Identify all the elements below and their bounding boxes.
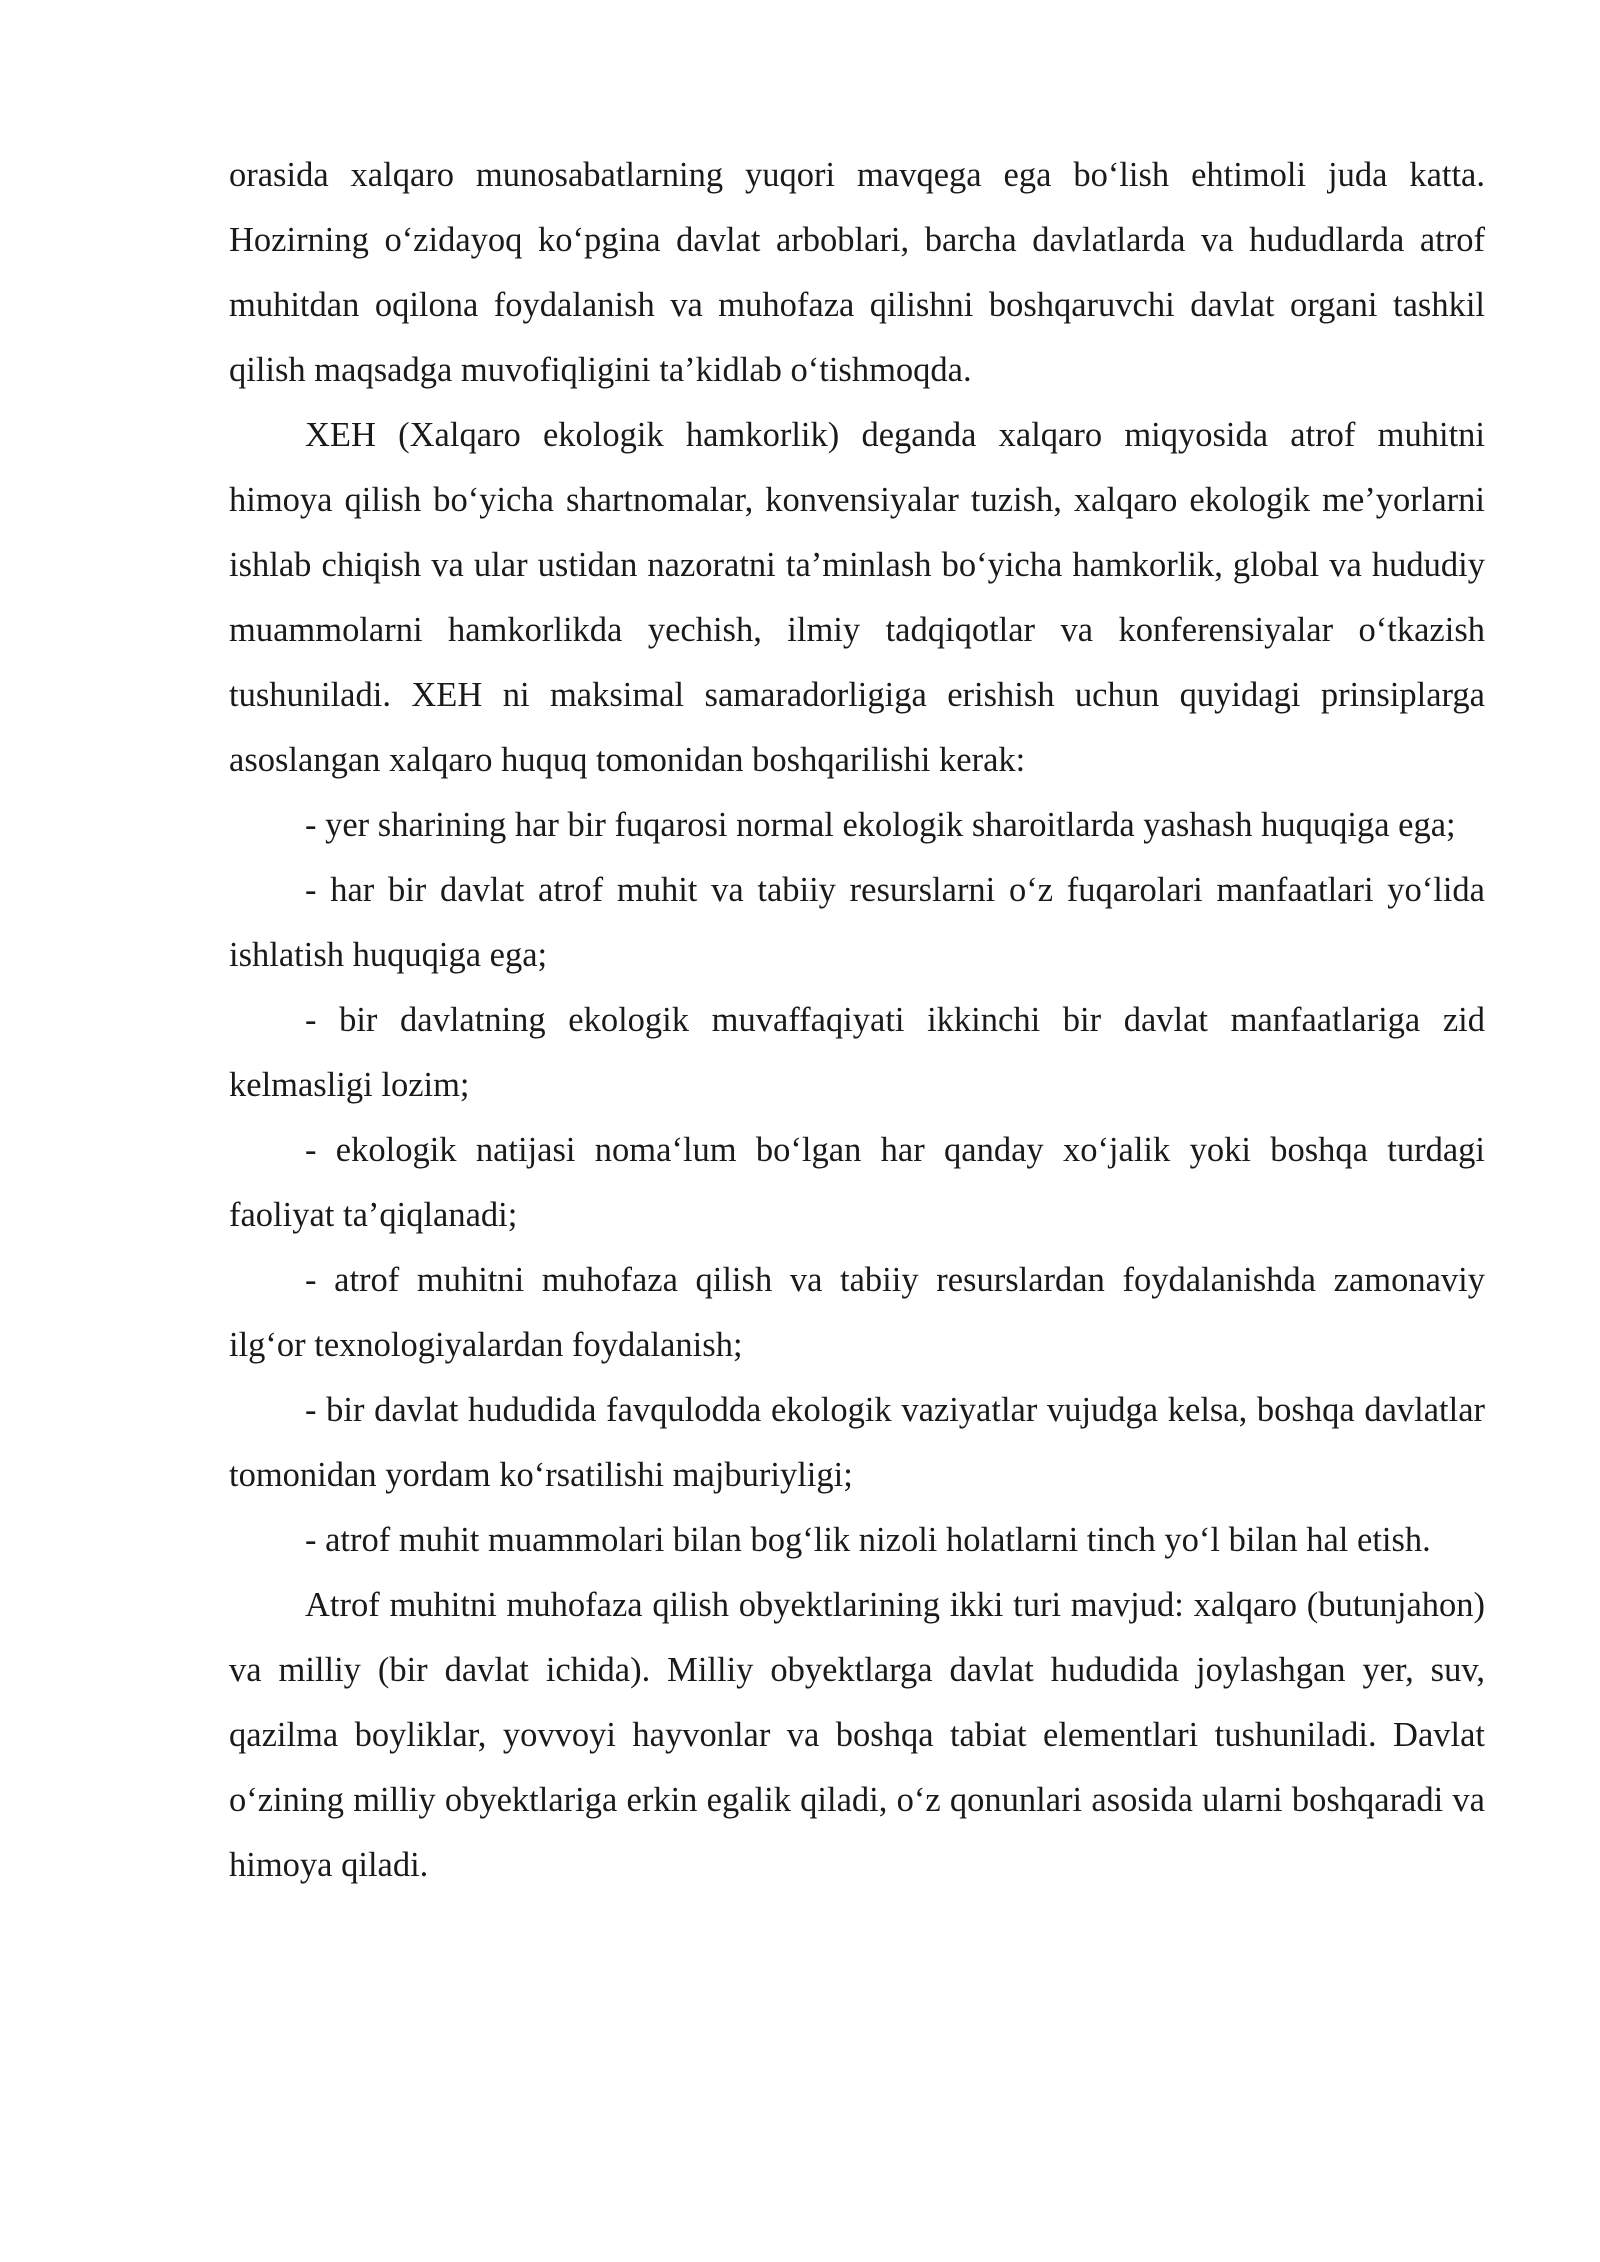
paragraph-intro-continuation: orasida xalqaro munosabatlarning yuqori mavqega ega bo‘lish ehtimoli juda katta. Hozirning o‘zidayoq ko‘pgina davlat arboblari, barcha davlatlarda va hududlarda atrof muhitdan oqilona foydalanish va muhofaza qilishni boshqaruvchi davlat organi tashkil qilish maqsadga muvofiqligini ta’kidlab o‘tishmoqda. (229, 156, 1485, 389)
principle-list-item: - atrof muhit muammolari bilan bog‘lik nizoli holatlarni tinch yo‘l bilan hal etish. (305, 1521, 1431, 1559)
principle-list-item: - atrof muhitni muhofaza qilish va tabiiy resurslardan foydalanishda zamonaviy ilg‘or texnologiyalardan foydalanish; (229, 1261, 1485, 1364)
document-page (229, 143, 1485, 1898)
principle-list-item: - har bir davlat atrof muhit va tabiiy resurslarni o‘z fuqarolari manfaatlari yo‘lida ishlatish huquqiga ega; (229, 871, 1485, 974)
principle-list-item: - bir davlat hududida favqulodda ekologik vaziyatlar vujudga kelsa, boshqa davlatlar tomonidan yordam ko‘rsatilishi majburiyligi; (229, 1391, 1485, 1494)
principle-list-item: - bir davlatning ekologik muvaffaqiyati ikkinchi bir davlat manfaatlariga zid kelmasligi lozim; (229, 1001, 1485, 1104)
principle-list-item: - yer sharining har bir fuqarosi normal ekologik sharoitlarda yashash huquqiga ega; (305, 806, 1456, 844)
paragraph-protection-objects: Atrof muhitni muhofaza qilish obyektlarining ikki turi mavjud: xalqaro (butunjahon) va milliy (bir davlat ichida). Milliy obyektlarga davlat hududida joylashgan yer, suv, qazilma boyliklar, yovvoyi hayvonlar va boshqa tabiat elementlari tushuniladi. Davlat o‘zining milliy obyektlariga erkin egalik qiladi, o‘z qonunlari asosida ularni boshqaradi va himoya qiladi. (229, 1586, 1485, 1884)
principle-list-item: - ekologik natijasi noma‘lum bo‘lgan har qanday xo‘jalik yoki boshqa turdagi faoliyat ta’qiqlanadi; (229, 1131, 1485, 1234)
paragraph-xeh-definition: XEH (Xalqaro ekologik hamkorlik) deganda xalqaro miqyosida atrof muhitni himoya qilish bo‘yicha shartnomalar, konvensiyalar tuzish, xalqaro ekologik me’yorlarni ishlab chiqish va ular ustidan nazoratni ta’minlash bo‘yicha hamkorlik, global va hududiy muammolarni hamkorlikda yechish, ilmiy tadqiqotlar va konferensiyalar o‘tkazish tushuniladi. XEH ni maksimal samaradorligiga erishish uchun quyidagi prinsiplarga asoslangan xalqaro huquq tomonidan boshqarilishi kerak: (229, 416, 1485, 779)
